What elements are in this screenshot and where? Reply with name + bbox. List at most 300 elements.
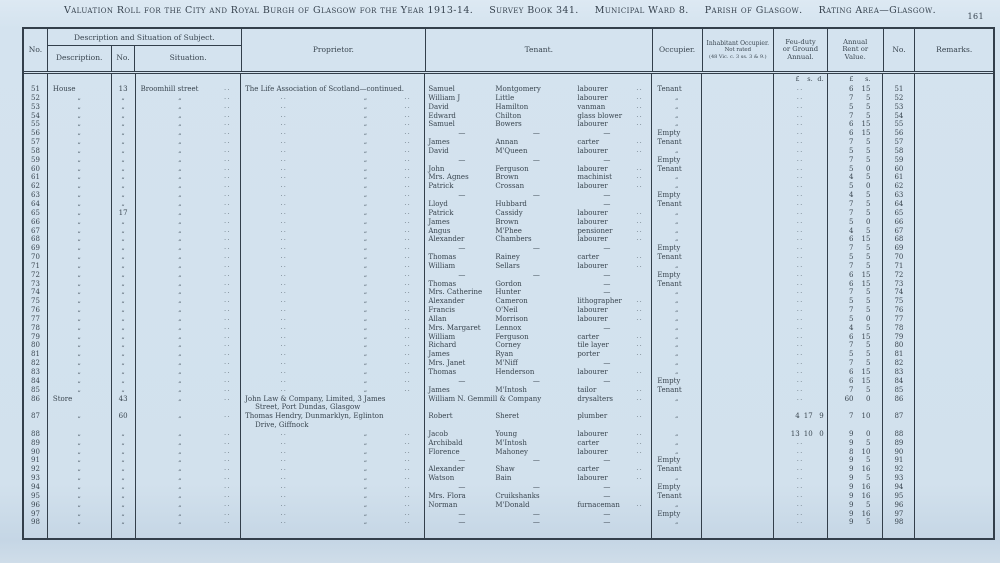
ditto-dots: .. <box>796 350 804 358</box>
cell-situation <box>136 209 242 218</box>
cell-row-no: 64 <box>24 200 48 209</box>
header-annual-line2: Rent or <box>842 45 869 54</box>
cell-occupier: „ <box>652 288 702 297</box>
cell-row-no: 73 <box>24 280 48 289</box>
cell-tenant <box>425 456 652 465</box>
rent-shillings: 5 <box>866 155 871 164</box>
situation-text: „ <box>178 129 182 137</box>
cell-situation <box>136 465 242 474</box>
cell-occupier: „ <box>652 395 702 413</box>
ditto-dots: .. <box>224 518 231 526</box>
cell-annual-rent <box>828 165 884 174</box>
ditto-dots: .. <box>280 288 288 296</box>
tenant-forename: Thomas <box>428 368 457 376</box>
ditto-dots: .. <box>280 146 288 154</box>
cell-inhabitant-occupier <box>702 94 774 103</box>
cell-proprietor <box>241 456 425 465</box>
ditto-mark: „ <box>363 191 368 199</box>
tenant-surname: — <box>532 155 540 164</box>
tenant-forename: — <box>458 270 466 279</box>
cell-tenant <box>425 94 652 103</box>
cell-occupier: Tenant <box>652 200 702 209</box>
tenant-forename: Archibald <box>428 438 463 447</box>
rent-pounds: 5 <box>849 253 854 262</box>
cell-inhabitant-occupier <box>702 227 774 236</box>
rent-shillings: 5 <box>866 199 871 208</box>
cell-situation <box>136 129 242 138</box>
cell-annual-rent <box>828 262 884 271</box>
cell-feu-duty <box>774 492 828 501</box>
ditto-dots: .. <box>280 244 288 252</box>
cell-situation <box>136 156 242 165</box>
cell-description: „ <box>48 350 112 359</box>
cell-row-no-right: 69 <box>883 244 915 253</box>
ditto-dots: .. <box>796 368 804 375</box>
rent-shillings: 5 <box>866 111 871 120</box>
cell-street-no: „ <box>112 271 136 280</box>
cell-street-no: „ <box>112 359 136 368</box>
ditto-dots: .. <box>636 394 644 402</box>
ditto-dots: .. <box>636 368 644 375</box>
ditto-dots: .. <box>280 120 288 128</box>
cell-row-no: 62 <box>24 182 48 191</box>
cell-remarks <box>915 324 993 333</box>
cell-inhabitant-occupier <box>702 474 774 483</box>
cell-inhabitant-occupier <box>702 200 774 209</box>
cell-feu-duty <box>774 103 828 112</box>
tenant-forename: Florence <box>428 447 460 456</box>
ditto-dots <box>636 280 651 289</box>
cell-situation <box>136 341 242 350</box>
tenant-forename: Patrick <box>428 182 454 191</box>
ditto-dots: .. <box>636 253 644 261</box>
ditto-dots: .. <box>280 297 288 305</box>
cell-row-no-right: 70 <box>883 253 915 262</box>
table-row <box>24 94 993 103</box>
table-row <box>24 324 993 333</box>
situation-text: „ <box>178 297 182 305</box>
cell-proprietor <box>241 288 425 297</box>
cell-inhabitant-occupier <box>702 412 774 430</box>
rent-shillings: 5 <box>866 138 871 147</box>
cell-row-no: 72 <box>24 271 48 280</box>
filler-cell <box>24 527 48 538</box>
cell-proprietor <box>241 324 425 333</box>
ditto-dots: .. <box>796 111 804 119</box>
cell-annual-rent <box>828 94 884 103</box>
cell-proprietor <box>241 306 425 315</box>
cell-feu-duty <box>774 191 828 200</box>
cell-inhabitant-occupier <box>702 492 774 501</box>
tenant-forename: Watson <box>428 474 455 483</box>
situation-text: „ <box>178 111 182 119</box>
ditto-dots: .. <box>224 359 231 367</box>
cell-row-no-right: 68 <box>883 235 915 244</box>
tenant-occupation: carter <box>577 253 600 262</box>
tenant-occupation: labourer <box>577 146 608 155</box>
cell-inhabitant-occupier <box>702 297 774 306</box>
table-row <box>24 439 993 448</box>
cell-inhabitant-occupier <box>702 324 774 333</box>
cell-feu-duty <box>774 297 828 306</box>
cell-row-no-right: 59 <box>883 156 915 165</box>
rent-pounds: 5 <box>849 164 854 173</box>
cell-tenant <box>425 430 652 439</box>
ditto-dots: .. <box>636 341 644 349</box>
tenant-surname: M'Phee <box>495 226 522 235</box>
header-description-group-title: Description and Situation of Subject. <box>48 29 241 46</box>
cell-row-no-right: 60 <box>883 165 915 174</box>
ditto-dots: .. <box>224 438 231 446</box>
cell-description: „ <box>48 209 112 218</box>
cell-row-no: 87 <box>24 412 48 430</box>
cell-situation <box>136 412 242 430</box>
cell-row-no: 86 <box>24 395 48 413</box>
ditto-dots: .. <box>404 173 412 181</box>
table-row <box>24 244 993 253</box>
ditto-dots: .. <box>796 191 804 199</box>
rent-shillings: 5 <box>866 261 871 270</box>
cell-situation <box>136 165 242 174</box>
cell-row-no: 60 <box>24 165 48 174</box>
cell-annual-rent <box>828 191 884 200</box>
cell-situation <box>136 112 242 121</box>
ditto-dots: .. <box>280 102 288 110</box>
tenant-occupation: carter <box>577 138 600 147</box>
ditto-dots: .. <box>636 120 644 128</box>
ditto-dots: .. <box>636 217 644 225</box>
tenant-surname: — <box>532 482 540 491</box>
cell-street-no: „ <box>112 200 136 209</box>
tenant-surname: Sheret <box>495 412 520 421</box>
rent-shillings: 15 <box>861 332 871 341</box>
cell-feu-duty <box>774 359 828 368</box>
tenant-forename: David <box>428 102 449 111</box>
cell-inhabitant-occupier <box>702 191 774 200</box>
table-row <box>24 271 993 280</box>
cell-description: „ <box>48 483 112 492</box>
cell-occupier: „ <box>652 120 702 129</box>
page-title: Valuation Roll for the City and Royal Burgh of Glasgow for the Year 1913-14. <box>63 5 474 16</box>
ditto-dots: .. <box>404 509 412 517</box>
cell-description: „ <box>48 456 112 465</box>
ditto-dots: .. <box>796 93 804 101</box>
ditto-mark: „ <box>363 173 368 181</box>
cell-description: „ <box>48 501 112 510</box>
table-row <box>24 333 993 342</box>
ditto-dots: .. <box>404 447 412 455</box>
tenant-occupation: carter <box>577 438 600 447</box>
cell-inhabitant-occupier <box>702 448 774 457</box>
table-filler-row <box>24 527 993 538</box>
tenant-forename: Thomas <box>428 253 457 262</box>
rent-shillings: 10 <box>861 412 871 421</box>
tenant-forename: Richard <box>428 341 457 350</box>
tenant-occupation: labourer <box>577 261 608 270</box>
ditto-mark: „ <box>363 429 368 437</box>
cell-description: „ <box>48 288 112 297</box>
ditto-dots: .. <box>280 279 288 287</box>
ditto-dots: .. <box>796 509 804 517</box>
cell-situation <box>136 200 242 209</box>
cell-situation <box>136 271 242 280</box>
ditto-mark: „ <box>363 465 368 473</box>
cell-description: „ <box>48 510 112 519</box>
tenant-forename: Norman <box>428 500 458 509</box>
tenant-occupation: labourer <box>577 429 608 438</box>
ditto-dots: .. <box>280 385 288 393</box>
cell-feu-duty <box>774 333 828 342</box>
cell-row-no-right: 58 <box>883 147 915 156</box>
cell-row-no: 66 <box>24 218 48 227</box>
ditto-dots: .. <box>796 217 804 225</box>
ditto-dots: .. <box>280 429 288 437</box>
cell-row-no: 59 <box>24 156 48 165</box>
ditto-dots: .. <box>404 129 412 137</box>
cell-annual-rent <box>828 209 884 218</box>
cell-situation <box>136 456 242 465</box>
ditto-dots: .. <box>796 314 804 322</box>
tenant-forename: Mrs. Catherine <box>428 288 483 297</box>
rent-pounds: 9 <box>849 518 854 527</box>
cell-inhabitant-occupier <box>702 147 774 156</box>
cell-occupier: „ <box>652 412 702 430</box>
cell-feu-duty <box>774 288 828 297</box>
tenant-surname: — <box>532 518 540 527</box>
cell-inhabitant-occupier <box>702 182 774 191</box>
ditto-dots: .. <box>796 244 804 252</box>
situation-text: „ <box>178 288 182 296</box>
cell-situation <box>136 262 242 271</box>
cell-occupier: „ <box>652 448 702 457</box>
ditto-dots: .. <box>404 341 412 349</box>
proprietor-text: The Life Association of Scotland—continued. <box>245 85 405 93</box>
ditto-dots: .. <box>224 376 231 384</box>
units-feu: £ s. d. <box>774 74 828 85</box>
rent-shillings: 5 <box>866 438 871 447</box>
cell-row-no-right: 72 <box>883 271 915 280</box>
filler-cell <box>652 527 702 538</box>
ditto-dots <box>636 129 651 138</box>
ditto-dots: .. <box>636 314 644 322</box>
tenant-surname: Rainey <box>495 253 520 262</box>
tenant-forename: — <box>458 518 466 527</box>
tenant-forename: James <box>428 217 450 226</box>
rent-pounds: 7 <box>849 412 854 421</box>
cell-row-no: 77 <box>24 315 48 324</box>
cell-proprietor <box>241 474 425 483</box>
situation-text: „ <box>178 93 182 101</box>
ditto-dots: .. <box>280 500 288 508</box>
cell-proprietor <box>241 147 425 156</box>
cell-remarks <box>915 156 993 165</box>
tenant-occupation: labourer <box>577 164 608 173</box>
cell-occupier: Empty <box>652 483 702 492</box>
situation-text: „ <box>178 208 182 216</box>
cell-occupier: Tenant <box>652 138 702 147</box>
cell-tenant <box>425 227 652 236</box>
tenant-forename: — <box>458 155 466 164</box>
cell-situation <box>136 288 242 297</box>
cell-remarks <box>915 518 993 527</box>
tenant-occupation: — <box>603 518 611 527</box>
ditto-mark: „ <box>363 350 368 358</box>
ditto-dots: .. <box>280 173 288 181</box>
ditto-dots: .. <box>796 279 804 287</box>
cell-row-no-right: 74 <box>883 288 915 297</box>
cell-row-no: 90 <box>24 448 48 457</box>
cell-row-no: 93 <box>24 474 48 483</box>
cell-proprietor <box>241 448 425 457</box>
cell-feu-duty <box>774 85 828 94</box>
situation-text: „ <box>178 138 182 146</box>
cell-annual-rent <box>828 377 884 386</box>
page-number: 161 <box>967 12 984 21</box>
rent-shillings: 5 <box>866 244 871 253</box>
cell-tenant <box>425 377 652 386</box>
ditto-dots: .. <box>404 102 412 110</box>
cell-street-no: „ <box>112 350 136 359</box>
rent-pounds: 8 <box>849 447 854 456</box>
cell-remarks <box>915 510 993 519</box>
ditto-mark: „ <box>363 102 368 110</box>
ditto-mark: „ <box>363 474 368 482</box>
tenant-forename: Patrick <box>428 208 454 217</box>
cell-situation <box>136 227 242 236</box>
cell-feu-duty <box>774 147 828 156</box>
cell-occupier: Tenant <box>652 465 702 474</box>
cell-description: „ <box>48 191 112 200</box>
cell-situation <box>136 253 242 262</box>
cell-annual-rent <box>828 439 884 448</box>
situation-text: „ <box>178 412 182 420</box>
table-row <box>24 253 993 262</box>
tenant-occupation: — <box>603 491 611 500</box>
cell-tenant <box>425 235 652 244</box>
cell-inhabitant-occupier <box>702 386 774 395</box>
cell-proprietor <box>241 191 425 200</box>
ditto-dots: .. <box>796 474 804 482</box>
ditto-dots: .. <box>224 164 231 172</box>
tenant-surname: — <box>532 456 540 465</box>
tenant-forename: James <box>428 138 450 147</box>
tenant-forename: Alexander <box>428 465 465 474</box>
ditto-dots: .. <box>636 111 644 119</box>
ditto-dots: .. <box>280 518 288 526</box>
parish: Parish of Glasgow. <box>704 5 803 16</box>
ditto-dots: .. <box>796 482 804 490</box>
rent-pounds: 6 <box>849 270 854 279</box>
ditto-dots: .. <box>404 111 412 119</box>
cell-feu-duty <box>774 412 828 430</box>
cell-description: Store <box>48 395 112 413</box>
cell-street-no: „ <box>112 191 136 200</box>
cell-occupier: „ <box>652 306 702 315</box>
tenant-forename: Angus <box>428 226 451 235</box>
ditto-mark: „ <box>363 368 368 375</box>
ditto-dots: .. <box>280 129 288 137</box>
rent-shillings: 15 <box>861 376 871 385</box>
tenant-forename: Alexander <box>428 235 465 244</box>
cell-description: „ <box>48 138 112 147</box>
proprietor-text: John Law & Company, Limited, 3 James <box>245 394 386 403</box>
header-sub-description: Description. <box>48 46 112 71</box>
cell-tenant <box>425 209 652 218</box>
cell-street-no: „ <box>112 439 136 448</box>
cell-occupier: „ <box>652 147 702 156</box>
rent-pounds: 5 <box>849 146 854 155</box>
cell-tenant <box>425 474 652 483</box>
tenant-surname: — <box>532 509 540 518</box>
cell-remarks <box>915 244 993 253</box>
cell-remarks <box>915 395 993 413</box>
cell-occupier: „ <box>652 315 702 324</box>
table-row <box>24 395 993 413</box>
ditto-dots: .. <box>636 385 644 393</box>
cell-annual-rent <box>828 200 884 209</box>
cell-proprietor <box>241 350 425 359</box>
ditto-dots: .. <box>636 261 644 269</box>
cell-annual-rent <box>828 147 884 156</box>
ditto-dots <box>636 244 651 253</box>
cell-row-no-right: 73 <box>883 280 915 289</box>
ditto-dots: .. <box>224 306 231 314</box>
ditto-dots: .. <box>224 111 231 119</box>
cell-occupier: Tenant <box>652 253 702 262</box>
cell-row-no-right: 67 <box>883 227 915 236</box>
rent-shillings: 5 <box>866 102 871 111</box>
cell-row-no: 61 <box>24 173 48 182</box>
cell-annual-rent <box>828 156 884 165</box>
tenant-occupation: carter <box>577 465 600 474</box>
rent-shillings: 16 <box>861 509 871 518</box>
header-occupier: Occupier. <box>653 29 703 71</box>
tenant-forename: Lloyd <box>428 199 448 208</box>
feu-pence: 0 <box>819 429 824 438</box>
table-row <box>24 200 993 209</box>
ditto-dots: .. <box>280 226 288 234</box>
situation-text: „ <box>178 341 182 349</box>
cell-annual-rent <box>828 103 884 112</box>
rent-shillings: 16 <box>861 491 871 500</box>
cell-remarks <box>915 271 993 280</box>
cell-row-no-right: 86 <box>883 395 915 413</box>
cell-annual-rent <box>828 492 884 501</box>
tenant-surname <box>495 395 577 413</box>
cell-tenant <box>425 191 652 200</box>
cell-street-no: „ <box>112 218 136 227</box>
cell-occupier: „ <box>652 218 702 227</box>
rent-pounds: 4 <box>849 226 854 235</box>
cell-annual-rent <box>828 315 884 324</box>
cell-description: „ <box>48 94 112 103</box>
rent-pounds: 5 <box>849 314 854 323</box>
cell-situation <box>136 430 242 439</box>
tenant-occupation: — <box>603 376 611 385</box>
ditto-dots: .. <box>224 456 231 464</box>
cell-remarks <box>915 253 993 262</box>
ditto-dots: .. <box>224 129 231 137</box>
rent-shillings: 5 <box>866 518 871 527</box>
cell-feu-duty <box>774 173 828 182</box>
cell-description: „ <box>48 147 112 156</box>
cell-tenant <box>425 306 652 315</box>
cell-situation <box>136 94 242 103</box>
cell-row-no-right: 61 <box>883 173 915 182</box>
ditto-dots: .. <box>224 482 231 490</box>
table-row <box>24 138 993 147</box>
cell-annual-rent <box>828 271 884 280</box>
